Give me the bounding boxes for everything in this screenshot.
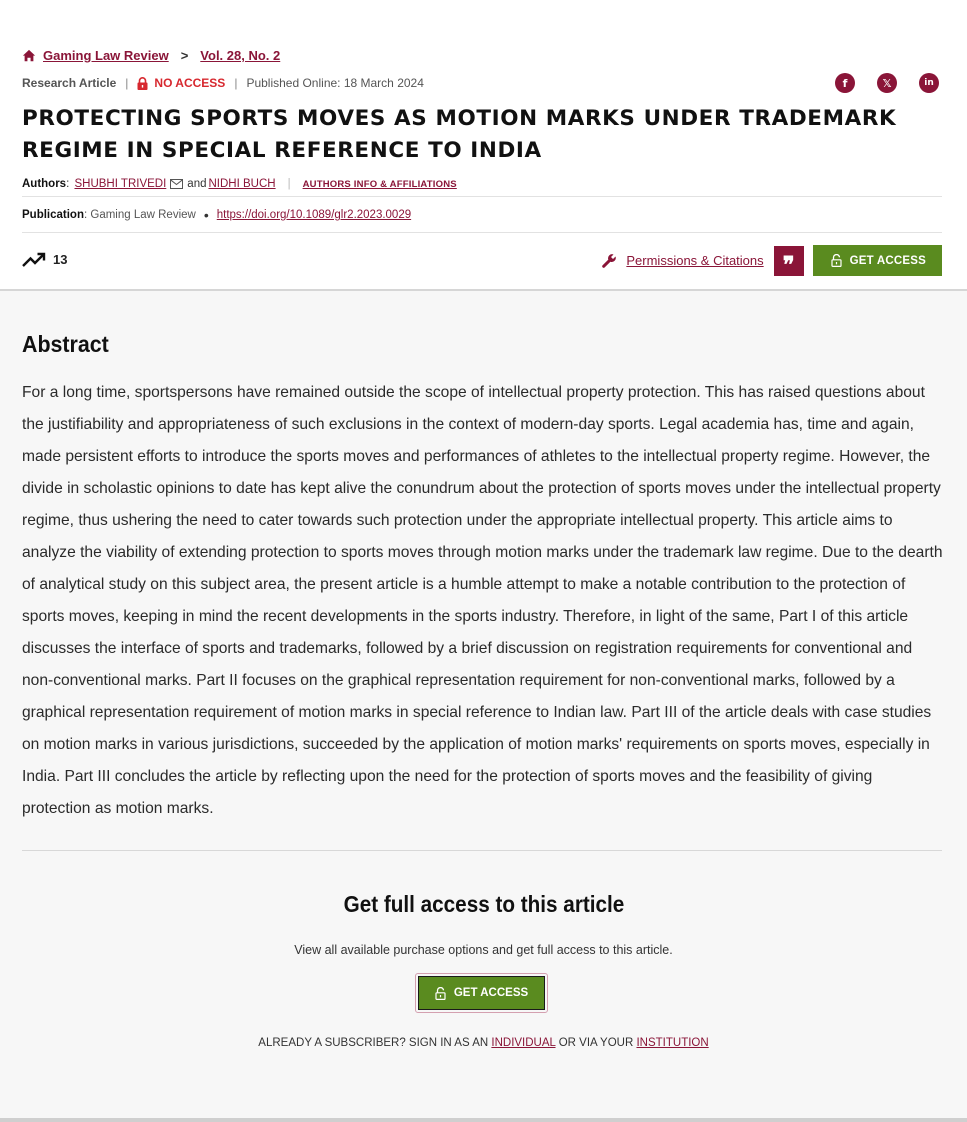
institution-signin-link[interactable]: INSTITUTION [636,1037,709,1049]
subscriber-prefix: ALREADY A SUBSCRIBER? SIGN IN AS AN [258,1037,489,1049]
get-access-label: GET ACCESS [849,254,926,267]
article-meta [22,76,424,90]
publication-label: Publication [22,209,84,221]
facebook-icon[interactable]: f [835,73,855,93]
publication-line: Publication : Gaming Law Review • https://doi.org/10.1089/glr2.2023.0029 [22,207,412,223]
subscriber-middle: OR VIA YOUR [558,1037,634,1049]
wrench-icon [601,253,617,269]
full-access-subtext: View all available purchase options and get full access to this article. [294,943,673,957]
metrics[interactable] [22,250,67,268]
breadcrumb-separator: > [180,48,189,63]
divider [22,850,942,851]
authors-conjunction: and [187,178,207,190]
article-title: PROTECTING SPORTS MOVES AS MOTION MARKS UNDER TRADEMARK REGIME IN SPECIAL REFERENCE TO INDIA [22,106,897,163]
linkedin-icon[interactable]: in [919,73,939,93]
access-status-badge [137,76,225,90]
breadcrumb-issue-link[interactable]: Vol. 28, No. 2 [200,48,281,63]
abstract-text: For a long time, sportspersons have remained outside the scope of intellectual property protection. This has raised questions about the justifiability and appropriateness of such exclusions in the context of modern-day sports. Legal academia has, time and again, made persistent efforts to introduce the sports moves and performances of athletes to the intellectual property regime. However, the divide in scholastic opinions to date has kept alive the conundrum about the protection of sports moves under the intellectual property regime, thus ushering the need to cater towards such protection under the appropriate intellectual property. This article aims to analyze the viability of extending protection to sports moves through motion marks under the trademark law regime. Due to the dearth of analytical study on this subject area, the present article is a humble attempt to make a notable contribution to the protection of sports moves, keeping in mind the recent developments in the sports industry. Therefore, in light of the same, Part I of this article discusses the interface of sports and trademarks, followed by a brief discussion on registration requirements for conventional and non-conventional marks. Part II focuses on the graphical representation requirement for non-conventional marks, followed by a graphical representation requirement of motion marks in special reference to Indian law. Part III of the article deals with case studies on motion marks in various jurisdictions, succeeded by the application of motion marks' requirements on sports moves, especially in India. Part III concludes the article by reflecting upon the need for the protection of sports moves and the feasibility of giving protection as motion marks. [22,384,943,817]
full-access-heading [0,891,967,918]
unlock-icon [831,254,842,267]
get-access-main-label: GET ACCESS [453,987,529,999]
divider [22,196,942,197]
authors-divider: | [287,178,291,190]
page-bottom-border [0,1118,967,1122]
article-header [0,0,967,291]
x-twitter-icon[interactable]: 𝕏 [877,73,897,93]
permissions-citations-link[interactable]: Permissions & Citations [626,253,764,268]
meta-divider: | [125,76,129,90]
divider [22,232,942,233]
authors-line: Authors : SHUBHI TRIVEDI and NIDHI BUCH | AUTHORS INFO & AFFILIATIONS [22,178,457,190]
author-link-1[interactable]: SHUBHI TRIVEDI [74,178,167,190]
publication-name: Gaming Law Review [90,209,196,221]
meta-divider: | [234,76,238,90]
full-access-heading-text: Get full access to this article [343,891,624,917]
lock-icon [137,77,148,90]
article-type: Research Article [22,76,117,90]
mail-icon[interactable] [170,179,183,189]
home-icon [22,49,36,63]
get-access-button-main[interactable] [418,976,545,1010]
breadcrumb [22,48,280,63]
get-access-focus-ring [415,973,548,1013]
cite-quote-button[interactable]: ❞ [774,246,804,276]
breadcrumb-journal-link[interactable]: Gaming Law Review [43,48,169,63]
authors-label: Authors [22,178,67,190]
abstract-heading: Abstract [22,331,109,357]
bullet-separator: • [203,207,209,223]
article-actions [601,245,942,276]
article-body [0,291,967,1122]
access-status-label: NO ACCESS [154,76,226,90]
permissions-citations[interactable] [601,253,763,269]
trending-up-icon [22,250,46,268]
author-affiliations-link[interactable]: AUTHORS INFO & AFFILIATIONS [302,178,457,190]
unlock-icon [435,987,446,1000]
subscriber-signin [0,1037,967,1049]
author-link-2[interactable]: NIDHI BUCH [208,178,276,190]
metrics-count: 13 [53,251,68,267]
doi-link[interactable]: https://doi.org/10.1089/glr2.2023.0029 [216,209,412,221]
individual-signin-link[interactable]: INDIVIDUAL [491,1037,556,1049]
social-share [835,73,939,93]
published-date: Published Online: 18 March 2024 [246,76,424,90]
get-access-button[interactable] [813,245,942,276]
